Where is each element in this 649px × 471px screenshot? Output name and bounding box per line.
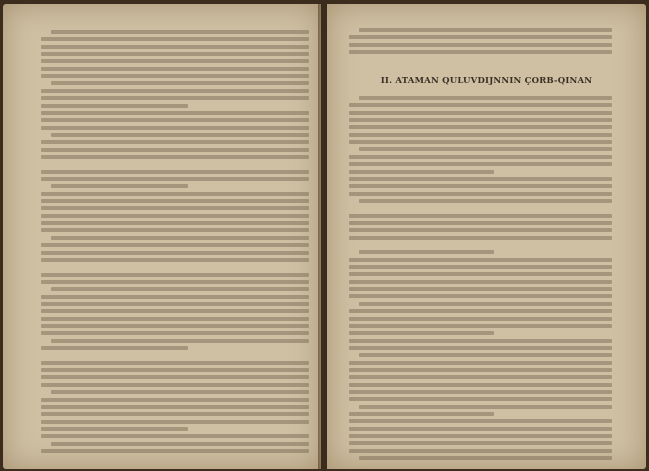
text-line-placeholder	[41, 324, 309, 328]
text-line-placeholder	[41, 155, 309, 159]
text-line-placeholder	[349, 118, 612, 122]
text-line-placeholder	[41, 309, 309, 313]
text-line-placeholder	[349, 419, 612, 423]
text-line-placeholder	[51, 390, 309, 394]
text-line-placeholder	[41, 273, 309, 277]
text-line-placeholder	[349, 441, 612, 445]
text-line-placeholder	[41, 89, 309, 93]
text-line-placeholder	[349, 346, 612, 350]
text-line-placeholder	[41, 221, 309, 225]
text-line-placeholder	[41, 302, 309, 306]
text-line-placeholder	[349, 162, 612, 166]
text-line-placeholder	[359, 250, 494, 254]
text-line-placeholder	[349, 331, 494, 335]
text-line-placeholder	[349, 258, 612, 262]
text-line-placeholder	[359, 147, 612, 151]
text-line-placeholder	[51, 81, 309, 85]
text-line-placeholder	[349, 214, 612, 218]
text-line-placeholder	[349, 184, 612, 188]
text-line-placeholder	[41, 177, 309, 181]
text-line-placeholder	[51, 287, 309, 291]
text-line-placeholder	[41, 434, 309, 438]
text-line-placeholder	[41, 148, 309, 152]
text-line-placeholder	[349, 125, 612, 129]
text-line-placeholder	[41, 412, 309, 416]
text-line-placeholder	[41, 170, 309, 174]
text-line-placeholder	[41, 96, 309, 100]
text-line-placeholder	[51, 442, 309, 446]
right-page	[327, 4, 646, 469]
text-line-placeholder	[349, 339, 612, 343]
text-line-placeholder	[349, 133, 612, 137]
text-line-placeholder	[41, 361, 309, 365]
text-line-placeholder	[359, 28, 612, 32]
text-line-placeholder	[349, 192, 612, 196]
text-line-placeholder	[349, 272, 612, 276]
text-line-placeholder	[41, 126, 309, 130]
text-line-placeholder	[349, 309, 612, 313]
text-line-placeholder	[41, 420, 309, 424]
text-line-placeholder	[349, 140, 612, 144]
text-line-placeholder	[349, 390, 612, 394]
text-line-placeholder	[349, 221, 612, 225]
text-line-placeholder	[41, 206, 309, 210]
text-line-placeholder	[349, 236, 612, 240]
text-line-placeholder	[41, 37, 309, 41]
text-line-placeholder	[349, 280, 612, 284]
text-line-placeholder	[349, 287, 612, 291]
text-line-placeholder	[41, 214, 309, 218]
text-line-placeholder	[41, 140, 309, 144]
text-line-placeholder	[51, 339, 309, 343]
text-line-placeholder	[349, 155, 612, 159]
text-line-placeholder	[51, 133, 309, 137]
text-line-placeholder	[349, 412, 494, 416]
section-heading: II. ATAMAN QULUVDIJNNIN ÇORB-QINAN	[380, 76, 593, 86]
text-line-placeholder	[349, 324, 612, 328]
text-line-placeholder	[359, 405, 612, 409]
text-line-placeholder	[349, 170, 494, 174]
text-line-placeholder	[41, 104, 188, 108]
text-line-placeholder	[349, 383, 612, 387]
text-line-placeholder	[349, 228, 612, 232]
text-line-placeholder	[41, 405, 309, 409]
text-line-placeholder	[41, 280, 309, 284]
text-line-placeholder	[349, 294, 612, 298]
text-line-placeholder	[41, 251, 309, 255]
text-line-placeholder	[41, 243, 309, 247]
text-line-placeholder	[41, 228, 309, 232]
text-line-placeholder	[349, 103, 612, 107]
text-line-placeholder	[359, 456, 612, 460]
text-line-placeholder	[349, 177, 612, 181]
text-line-placeholder	[349, 265, 612, 269]
text-line-placeholder	[41, 449, 309, 453]
text-line-placeholder	[41, 52, 309, 56]
text-line-placeholder	[51, 236, 309, 240]
text-line-placeholder	[41, 258, 309, 262]
text-line-placeholder	[349, 50, 612, 54]
text-line-placeholder	[349, 434, 612, 438]
text-line-placeholder	[359, 302, 612, 306]
text-line-placeholder	[41, 427, 188, 431]
text-line-placeholder	[41, 59, 309, 63]
text-line-placeholder	[359, 353, 612, 357]
text-line-placeholder	[41, 346, 188, 350]
text-line-placeholder	[41, 67, 309, 71]
text-line-placeholder	[41, 331, 309, 335]
text-line-placeholder	[349, 368, 612, 372]
text-line-placeholder	[41, 199, 309, 203]
text-line-placeholder	[349, 375, 612, 379]
text-line-placeholder	[41, 45, 309, 49]
text-line-placeholder	[349, 111, 612, 115]
text-line-placeholder	[41, 192, 309, 196]
left-page	[3, 4, 321, 469]
text-line-placeholder	[41, 317, 309, 321]
text-line-placeholder	[41, 368, 309, 372]
text-line-placeholder	[41, 118, 309, 122]
text-line-placeholder	[349, 361, 612, 365]
text-line-placeholder	[41, 375, 309, 379]
text-line-placeholder	[349, 427, 612, 431]
text-line-placeholder	[41, 74, 309, 78]
text-line-placeholder	[359, 96, 612, 100]
text-line-placeholder	[51, 184, 188, 188]
text-line-placeholder	[41, 398, 309, 402]
text-line-placeholder	[349, 317, 612, 321]
text-line-placeholder	[41, 295, 309, 299]
text-line-placeholder	[349, 35, 612, 39]
text-line-placeholder	[349, 43, 612, 47]
text-line-placeholder	[41, 111, 309, 115]
text-line-placeholder	[359, 199, 612, 203]
text-line-placeholder	[41, 383, 309, 387]
text-line-placeholder	[51, 30, 309, 34]
text-line-placeholder	[349, 449, 612, 453]
text-line-placeholder	[349, 397, 612, 401]
